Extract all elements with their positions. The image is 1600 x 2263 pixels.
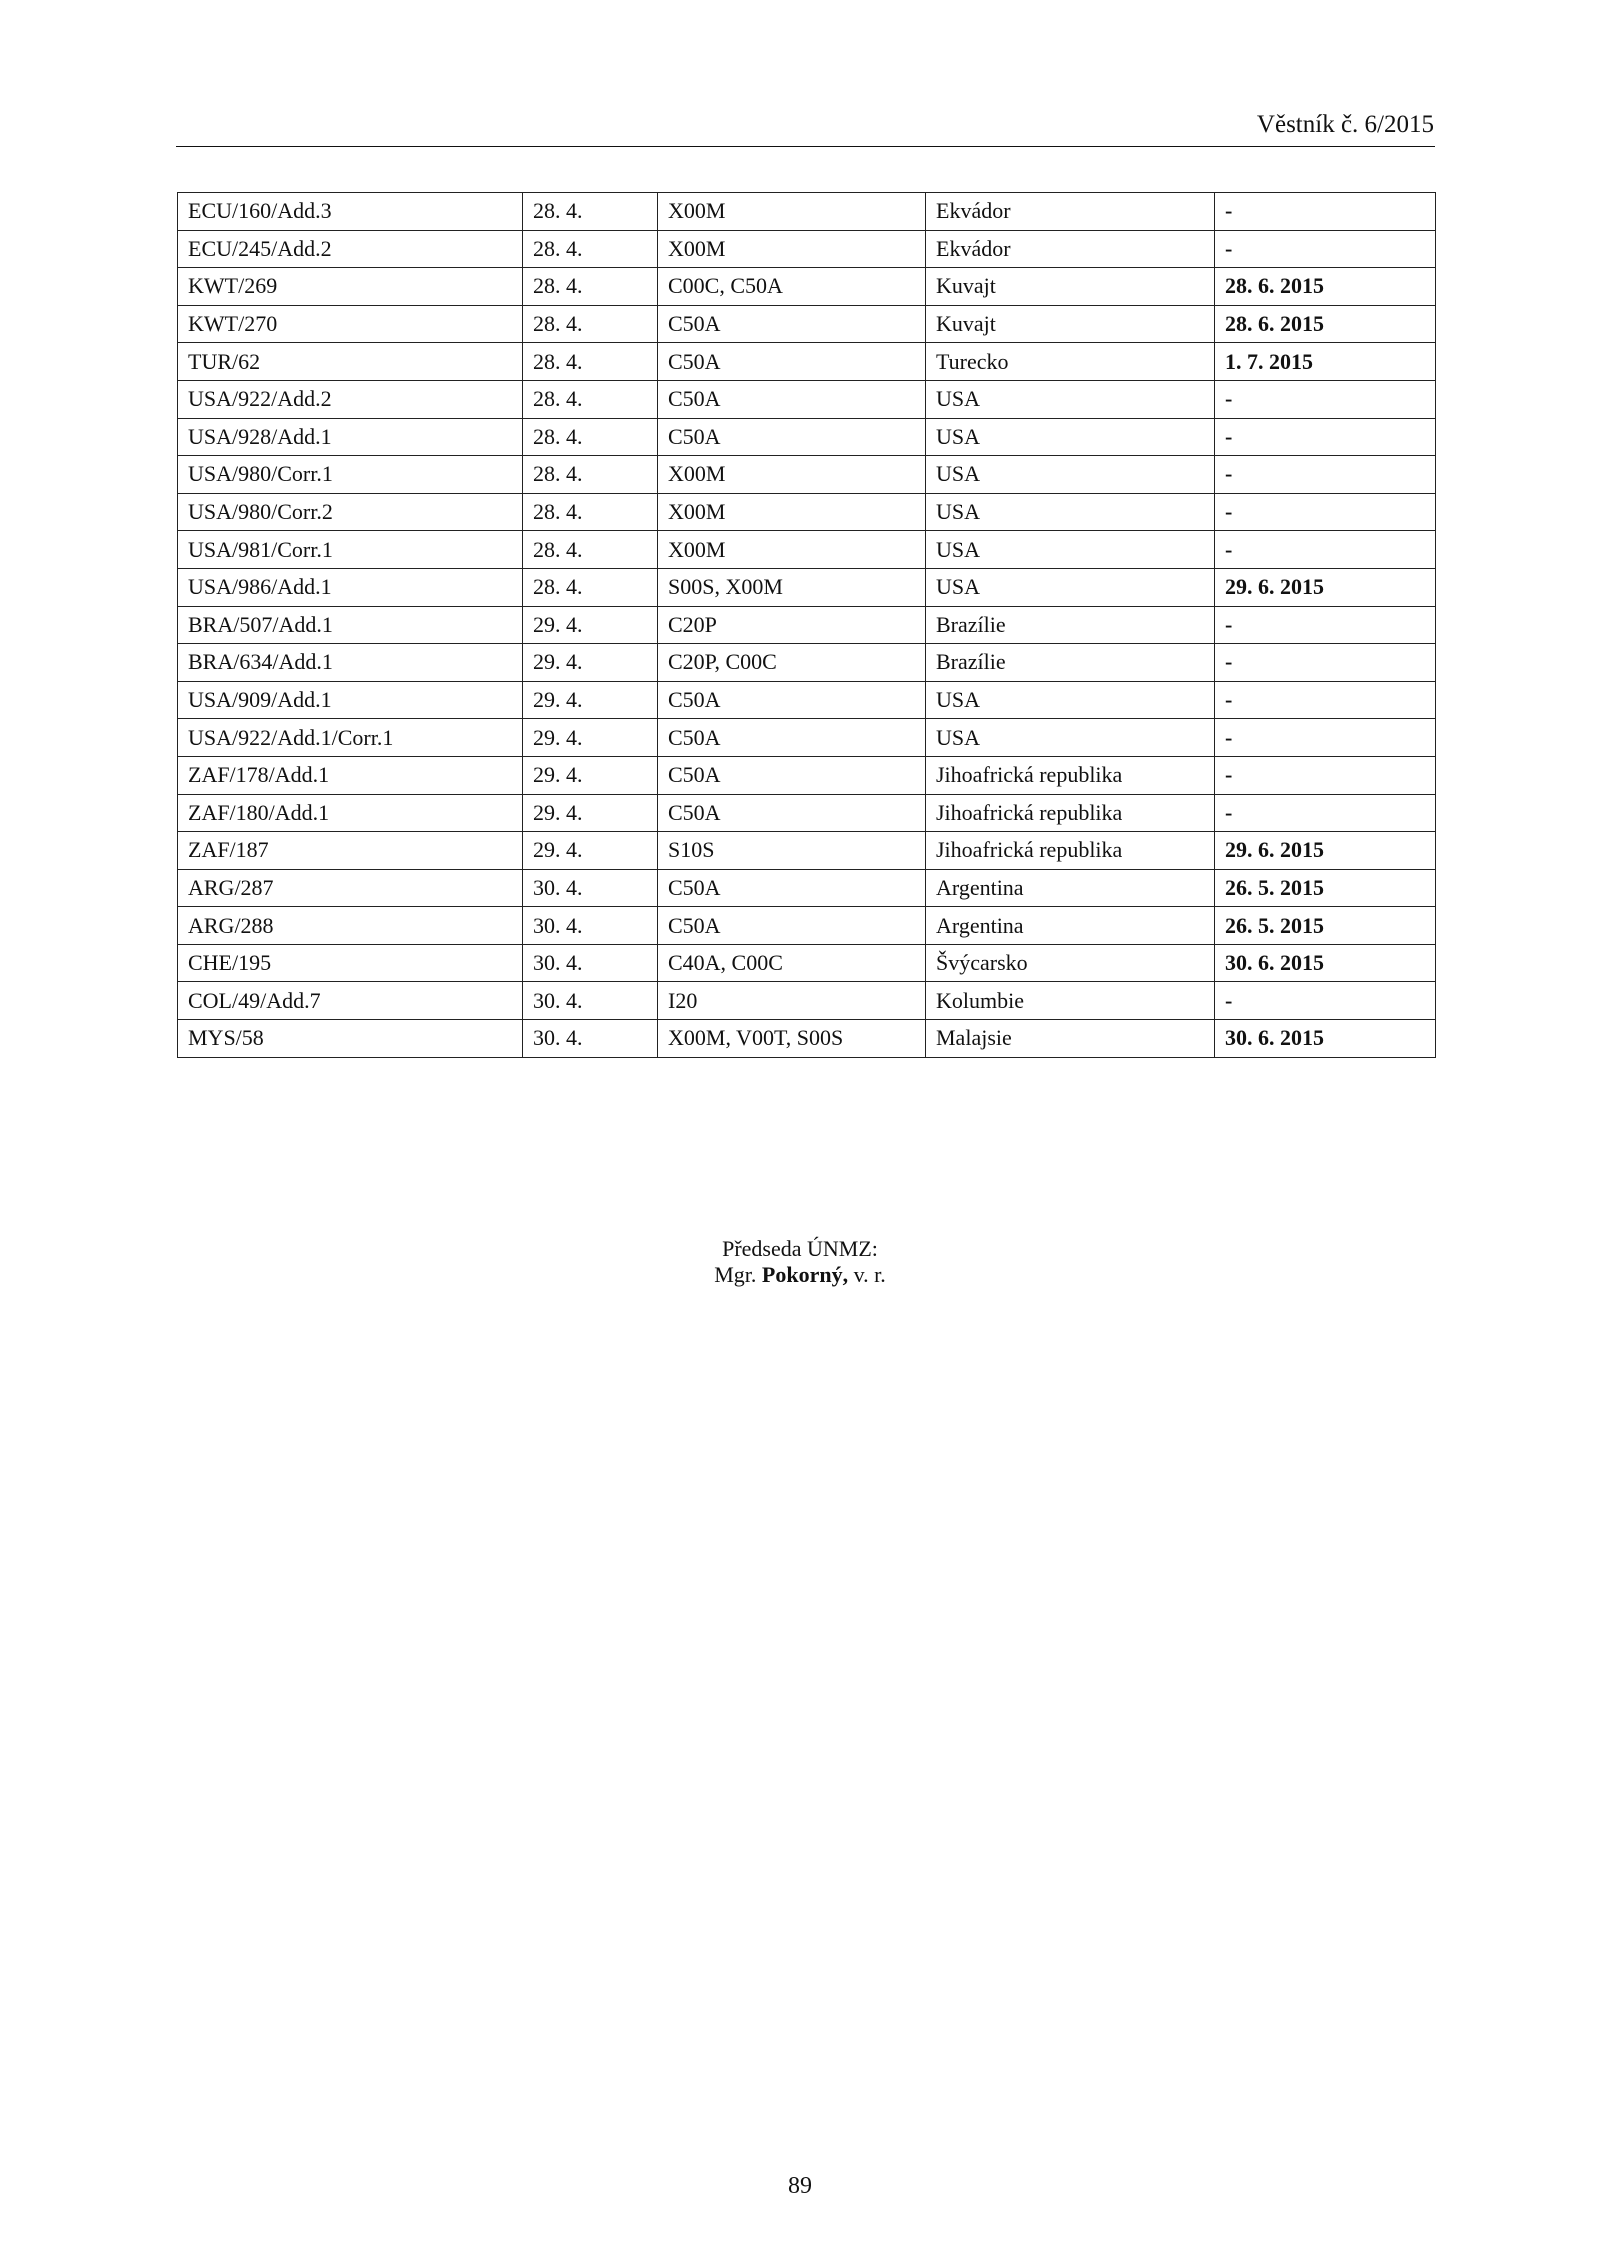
table-row — [178, 1020, 1436, 1058]
category-code-cell: C50A — [658, 794, 926, 832]
table-row — [178, 568, 1436, 606]
country-cell: Malajsie — [926, 1020, 1215, 1058]
category-code-cell: C50A — [658, 681, 926, 719]
table-row — [178, 456, 1436, 494]
notification-date-cell: 29. 4. — [523, 794, 658, 832]
country-cell: Kuvajt — [926, 268, 1215, 306]
notification-date-cell: 29. 4. — [523, 719, 658, 757]
country-cell: USA — [926, 456, 1215, 494]
document-code-cell: ECU/160/Add.3 — [178, 193, 523, 231]
page-header-title: Věstník č. 6/2015 — [1256, 111, 1434, 138]
category-code-cell: C50A — [658, 907, 926, 945]
notification-date-cell: 29. 4. — [523, 832, 658, 870]
table-row — [178, 531, 1436, 569]
table-row — [178, 305, 1436, 343]
deadline-date-cell: - — [1215, 531, 1436, 569]
table-row — [178, 756, 1436, 794]
signature-name: Pokorný, — [761, 1262, 849, 1287]
notification-date-cell: 28. 4. — [523, 456, 658, 494]
document-code-cell: USA/922/Add.1/Corr.1 — [178, 719, 523, 757]
notification-date-cell: 28. 4. — [523, 305, 658, 343]
country-cell: Jihoafrická republika — [926, 794, 1215, 832]
notification-date-cell: 29. 4. — [523, 644, 658, 682]
signature-block — [0, 1236, 1600, 1288]
deadline-date-cell: - — [1215, 418, 1436, 456]
document-code-cell: TUR/62 — [178, 343, 523, 381]
document-code-cell: KWT/270 — [178, 305, 523, 343]
table-body — [178, 193, 1436, 1058]
category-code-cell: X00M — [658, 456, 926, 494]
notification-date-cell: 28. 4. — [523, 343, 658, 381]
country-cell: Turecko — [926, 343, 1215, 381]
notification-date-cell: 28. 4. — [523, 493, 658, 531]
notification-date-cell: 28. 4. — [523, 268, 658, 306]
country-cell: USA — [926, 418, 1215, 456]
document-code-cell: ZAF/187 — [178, 832, 523, 870]
notification-date-cell: 29. 4. — [523, 606, 658, 644]
table-row — [178, 681, 1436, 719]
table-row — [178, 832, 1436, 870]
document-code-cell: USA/928/Add.1 — [178, 418, 523, 456]
category-code-cell: S00S, X00M — [658, 568, 926, 606]
deadline-date-cell: - — [1215, 794, 1436, 832]
country-cell: Jihoafrická republika — [926, 832, 1215, 870]
deadline-date-cell: - — [1215, 719, 1436, 757]
document-code-cell: USA/909/Add.1 — [178, 681, 523, 719]
deadline-date-cell: 29. 6. 2015 — [1215, 568, 1436, 606]
deadline-date-cell: 30. 6. 2015 — [1215, 1020, 1436, 1058]
signature-suffix: v. r. — [853, 1262, 886, 1287]
category-code-cell: C50A — [658, 380, 926, 418]
deadline-date-cell: - — [1215, 380, 1436, 418]
table-row — [178, 493, 1436, 531]
category-code-cell: X00M — [658, 230, 926, 268]
category-code-cell: C50A — [658, 343, 926, 381]
country-cell: Brazílie — [926, 644, 1215, 682]
table-row — [178, 343, 1436, 381]
country-cell: Argentina — [926, 907, 1215, 945]
country-cell: USA — [926, 719, 1215, 757]
document-code-cell: ARG/287 — [178, 869, 523, 907]
document-code-cell: BRA/634/Add.1 — [178, 644, 523, 682]
table-row — [178, 230, 1436, 268]
notification-date-cell: 30. 4. — [523, 869, 658, 907]
document-code-cell: CHE/195 — [178, 944, 523, 982]
deadline-date-cell: 30. 6. 2015 — [1215, 944, 1436, 982]
country-cell: USA — [926, 531, 1215, 569]
header-divider — [176, 146, 1435, 147]
notification-date-cell: 28. 4. — [523, 380, 658, 418]
table-row — [178, 944, 1436, 982]
country-cell: Argentina — [926, 869, 1215, 907]
country-cell: USA — [926, 380, 1215, 418]
notification-date-cell: 28. 4. — [523, 193, 658, 231]
category-code-cell: C50A — [658, 756, 926, 794]
country-cell: Kolumbie — [926, 982, 1215, 1020]
document-code-cell: USA/981/Corr.1 — [178, 531, 523, 569]
country-cell: Švýcarsko — [926, 944, 1215, 982]
table-row — [178, 982, 1436, 1020]
deadline-date-cell: 26. 5. 2015 — [1215, 869, 1436, 907]
document-code-cell: MYS/58 — [178, 1020, 523, 1058]
document-code-cell: ARG/288 — [178, 907, 523, 945]
notification-date-cell: 28. 4. — [523, 531, 658, 569]
category-code-cell: C50A — [658, 305, 926, 343]
country-cell: Jihoafrická republika — [926, 756, 1215, 794]
notification-date-cell: 30. 4. — [523, 907, 658, 945]
category-code-cell: C20P, C00C — [658, 644, 926, 682]
country-cell: Brazílie — [926, 606, 1215, 644]
deadline-date-cell: - — [1215, 681, 1436, 719]
country-cell: Kuvajt — [926, 305, 1215, 343]
deadline-date-cell: - — [1215, 756, 1436, 794]
document-code-cell: USA/922/Add.2 — [178, 380, 523, 418]
document-code-cell: USA/980/Corr.1 — [178, 456, 523, 494]
deadline-date-cell: - — [1215, 230, 1436, 268]
notification-date-cell: 30. 4. — [523, 982, 658, 1020]
category-code-cell: C40A, C00C — [658, 944, 926, 982]
notification-table — [177, 192, 1436, 1058]
table-row — [178, 719, 1436, 757]
document-code-cell: ZAF/178/Add.1 — [178, 756, 523, 794]
signature-prefix: Mgr. — [714, 1262, 757, 1287]
notification-date-cell: 30. 4. — [523, 944, 658, 982]
signature-name-line — [0, 1262, 1600, 1288]
deadline-date-cell: - — [1215, 644, 1436, 682]
table-row — [178, 794, 1436, 832]
country-cell: USA — [926, 681, 1215, 719]
category-code-cell: X00M, V00T, S00S — [658, 1020, 926, 1058]
table-row — [178, 193, 1436, 231]
table-row — [178, 380, 1436, 418]
category-code-cell: C00C, C50A — [658, 268, 926, 306]
deadline-date-cell: - — [1215, 982, 1436, 1020]
deadline-date-cell: - — [1215, 606, 1436, 644]
document-code-cell: COL/49/Add.7 — [178, 982, 523, 1020]
notification-date-cell: 29. 4. — [523, 756, 658, 794]
deadline-date-cell: 1. 7. 2015 — [1215, 343, 1436, 381]
document-code-cell: USA/986/Add.1 — [178, 568, 523, 606]
deadline-date-cell: 29. 6. 2015 — [1215, 832, 1436, 870]
table-row — [178, 606, 1436, 644]
table-row — [178, 644, 1436, 682]
deadline-date-cell: 26. 5. 2015 — [1215, 907, 1436, 945]
deadline-date-cell: 28. 6. 2015 — [1215, 305, 1436, 343]
document-code-cell: ZAF/180/Add.1 — [178, 794, 523, 832]
table-row — [178, 418, 1436, 456]
category-code-cell: C50A — [658, 719, 926, 757]
category-code-cell: S10S — [658, 832, 926, 870]
signature-title: Předseda ÚNMZ: — [722, 1236, 878, 1261]
document-code-cell: ECU/245/Add.2 — [178, 230, 523, 268]
deadline-date-cell: - — [1215, 193, 1436, 231]
deadline-date-cell: 28. 6. 2015 — [1215, 268, 1436, 306]
category-code-cell: C50A — [658, 418, 926, 456]
table-row — [178, 869, 1436, 907]
notification-date-cell: 29. 4. — [523, 681, 658, 719]
page-number: 89 — [788, 2173, 812, 2199]
document-code-cell: KWT/269 — [178, 268, 523, 306]
category-code-cell: X00M — [658, 531, 926, 569]
notification-date-cell: 30. 4. — [523, 1020, 658, 1058]
notification-date-cell: 28. 4. — [523, 230, 658, 268]
deadline-date-cell: - — [1215, 493, 1436, 531]
category-code-cell: X00M — [658, 193, 926, 231]
category-code-cell: C20P — [658, 606, 926, 644]
document-code-cell: BRA/507/Add.1 — [178, 606, 523, 644]
table-row — [178, 268, 1436, 306]
table-row — [178, 907, 1436, 945]
notification-date-cell: 28. 4. — [523, 568, 658, 606]
category-code-cell: C50A — [658, 869, 926, 907]
country-cell: Ekvádor — [926, 193, 1215, 231]
category-code-cell: X00M — [658, 493, 926, 531]
deadline-date-cell: - — [1215, 456, 1436, 494]
category-code-cell: I20 — [658, 982, 926, 1020]
country-cell: USA — [926, 568, 1215, 606]
country-cell: USA — [926, 493, 1215, 531]
document-code-cell: USA/980/Corr.2 — [178, 493, 523, 531]
country-cell: Ekvádor — [926, 230, 1215, 268]
notification-date-cell: 28. 4. — [523, 418, 658, 456]
